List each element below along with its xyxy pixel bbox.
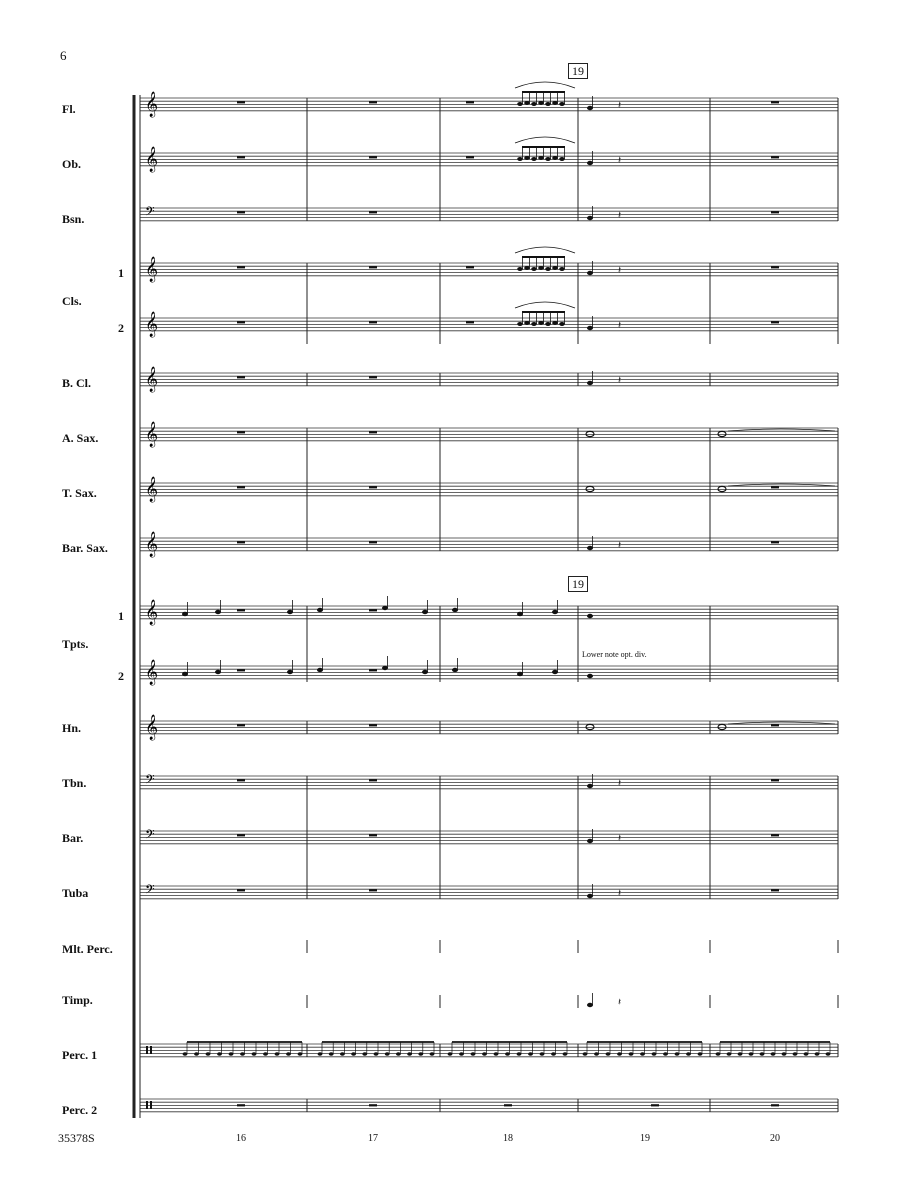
catalog-number: 35378S	[58, 1131, 95, 1145]
label-oboe: Ob.	[62, 157, 82, 171]
rehearsal-mark-top: 19	[568, 63, 588, 79]
quarter-rest-icon: 𝄽	[618, 375, 622, 386]
treble-clef-icon: 𝄞	[145, 367, 159, 392]
treble-clef-icon: 𝄞	[145, 477, 159, 502]
notehead	[531, 267, 537, 271]
whole-rest	[369, 541, 377, 543]
tpt-part-2: 2	[118, 669, 124, 683]
notehead	[545, 157, 551, 161]
notehead	[559, 267, 565, 271]
whole-rest	[771, 834, 779, 836]
notehead	[559, 102, 565, 106]
bass-clef-icon: 𝄢	[145, 827, 155, 845]
label-tuba: Tuba	[62, 886, 89, 900]
whole-rest	[504, 1104, 512, 1106]
page-number: 6	[60, 48, 67, 63]
notehead	[531, 157, 537, 161]
quarter-rest-icon: 𝄽	[618, 997, 622, 1008]
label-clarinets: Cls.	[62, 294, 82, 308]
notehead	[524, 156, 530, 160]
rehearsal-mark-brass: 19	[568, 576, 588, 592]
notehead	[545, 267, 551, 271]
whole-rest	[369, 211, 377, 213]
label-mallet-perc: Mlt. Perc.	[62, 942, 113, 956]
quarter-rest-icon: 𝄽	[618, 265, 622, 276]
notehead	[538, 156, 544, 160]
notehead	[524, 321, 530, 325]
staff-lines	[140, 98, 838, 1112]
slur	[515, 302, 575, 308]
whole-rest	[369, 724, 377, 726]
cl-part-1: 1	[118, 266, 124, 280]
whole-rest	[771, 1104, 779, 1106]
whole-rest	[237, 724, 245, 726]
label-tenor-sax: T. Sax.	[62, 486, 97, 500]
bass-clef-icon: 𝄢	[145, 204, 155, 222]
whole-rest	[651, 1104, 659, 1106]
measure-number-16: 16	[236, 1133, 246, 1144]
label-alto-sax: A. Sax.	[62, 431, 99, 445]
treble-clef-icon: 𝄞	[145, 715, 159, 740]
whole-rest	[771, 266, 779, 268]
whole-rest	[369, 834, 377, 836]
whole-rest	[237, 889, 245, 891]
whole-rest	[466, 156, 474, 158]
notehead	[587, 674, 593, 678]
whole-rest	[369, 321, 377, 323]
notehead	[531, 102, 537, 106]
treble-clef-icon: 𝄞	[145, 532, 159, 557]
whole-rest	[237, 376, 245, 378]
whole-rest	[237, 609, 245, 611]
notehead	[517, 157, 523, 161]
label-flute: Fl.	[62, 102, 76, 116]
label-perc-2: Perc. 2	[62, 1103, 98, 1117]
whole-rest	[237, 834, 245, 836]
whole-rest	[237, 431, 245, 433]
whole-rest	[369, 779, 377, 781]
quarter-rest-icon: 𝄽	[618, 320, 622, 331]
notehead	[545, 322, 551, 326]
cl-part-2: 2	[118, 321, 124, 335]
notehead	[559, 157, 565, 161]
label-horn: Hn.	[62, 721, 82, 735]
quarter-rest-icon: 𝄽	[618, 155, 622, 166]
notehead	[552, 321, 558, 325]
whole-rest	[369, 889, 377, 891]
notehead	[552, 101, 558, 105]
whole-rest	[466, 266, 474, 268]
whole-rest	[237, 321, 245, 323]
tie	[728, 429, 835, 431]
tie	[728, 484, 835, 486]
tie	[728, 722, 835, 724]
notehead	[538, 101, 544, 105]
quarter-rest-icon: 𝄽	[618, 540, 622, 551]
treble-clef-icon: 𝄞	[145, 147, 159, 172]
treble-clef-icon: 𝄞	[145, 660, 159, 685]
whole-rest	[771, 724, 779, 726]
clefs	[145, 91, 158, 1109]
measure-number-19: 19	[640, 1133, 650, 1144]
whole-rest	[771, 101, 779, 103]
treble-clef-icon: 𝄞	[145, 257, 159, 282]
quarter-rest-icon: 𝄽	[618, 833, 622, 844]
whole-rest	[466, 101, 474, 103]
notehead	[587, 614, 593, 618]
notehead	[517, 267, 523, 271]
label-trumpets: Tpts.	[62, 637, 89, 651]
percussion-clef-icon	[150, 1101, 152, 1109]
measure-number-17: 17	[368, 1133, 378, 1144]
whole-rest	[771, 889, 779, 891]
whole-rest	[369, 376, 377, 378]
quarter-rest-icon: 𝄽	[618, 100, 622, 111]
label-timpani: Timp.	[62, 993, 93, 1007]
treble-clef-icon: 𝄞	[145, 600, 159, 625]
bass-clef-icon: 𝄢	[145, 772, 155, 790]
whole-rest	[237, 266, 245, 268]
whole-rest	[771, 321, 779, 323]
treble-clef-icon: 𝄞	[145, 92, 159, 117]
label-trombone: Tbn.	[62, 776, 87, 790]
whole-rest	[237, 156, 245, 158]
whole-rest	[466, 321, 474, 323]
percussion-clef-icon	[146, 1046, 148, 1054]
treble-clef-icon: 𝄞	[145, 312, 159, 337]
whole-rest	[237, 211, 245, 213]
whole-rest	[771, 541, 779, 543]
whole-rest	[237, 669, 245, 671]
slur	[515, 137, 575, 143]
whole-rest	[369, 101, 377, 103]
label-baritone: Bar.	[62, 831, 84, 845]
notation	[182, 82, 835, 1106]
whole-rest	[369, 266, 377, 268]
whole-rest	[369, 156, 377, 158]
notehead	[552, 156, 558, 160]
whole-rest	[369, 431, 377, 433]
label-perc-1: Perc. 1	[62, 1048, 98, 1062]
whole-rest	[771, 211, 779, 213]
notehead	[545, 102, 551, 106]
percussion-clef-icon	[146, 1101, 148, 1109]
notehead	[524, 101, 530, 105]
notehead	[552, 266, 558, 270]
bass-clef-icon: 𝄢	[145, 882, 155, 900]
label-bass-clarinet: B. Cl.	[62, 376, 92, 390]
quarter-rest-icon: 𝄽	[618, 888, 622, 899]
divisi-annotation: Lower note opt. div.	[582, 650, 647, 659]
whole-rest	[771, 156, 779, 158]
measure-number-20: 20	[770, 1133, 780, 1144]
notehead	[517, 322, 523, 326]
notehead	[524, 266, 530, 270]
whole-rest	[369, 1104, 377, 1106]
quarter-rest-icon: 𝄽	[618, 210, 622, 221]
barlines	[134, 95, 838, 1118]
whole-rest	[771, 779, 779, 781]
whole-rest	[369, 609, 377, 611]
notehead	[538, 321, 544, 325]
percussion-clef-icon	[150, 1046, 152, 1054]
notehead	[517, 102, 523, 106]
whole-rest	[237, 541, 245, 543]
tpt-part-1: 1	[118, 609, 124, 623]
notehead	[559, 322, 565, 326]
whole-rest	[369, 486, 377, 488]
whole-rest	[237, 101, 245, 103]
label-bari-sax: Bar. Sax.	[62, 541, 108, 555]
whole-rest	[237, 486, 245, 488]
label-bassoon: Bsn.	[62, 212, 85, 226]
treble-clef-icon: 𝄞	[145, 422, 159, 447]
notehead	[538, 266, 544, 270]
measure-number-18: 18	[503, 1133, 513, 1144]
notehead	[531, 322, 537, 326]
whole-rest	[771, 486, 779, 488]
slur	[515, 82, 575, 88]
whole-rest	[369, 669, 377, 671]
quarter-rest-icon: 𝄽	[618, 778, 622, 789]
slur	[515, 247, 575, 253]
whole-rest	[237, 779, 245, 781]
whole-rest	[237, 1104, 245, 1106]
